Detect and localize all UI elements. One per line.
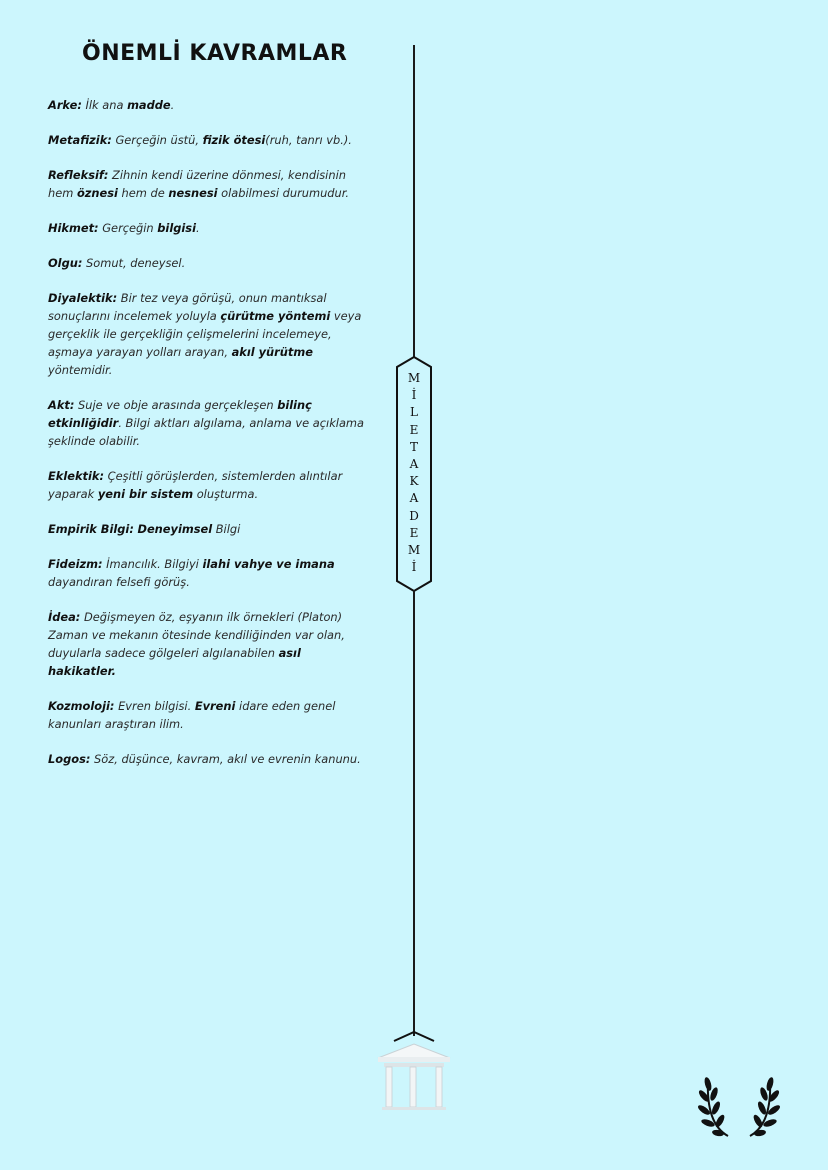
concept-entry <box>48 520 366 538</box>
vertical-letter: E <box>409 525 419 540</box>
concept-term: Arke: <box>48 98 82 112</box>
concept-entry <box>48 289 366 379</box>
concept-term: Olgu: <box>48 256 83 270</box>
concept-definition: Bir tez veya görüşü, onun mantıksal sonuçlarını incelemek yoluyla çürütme yöntemi veya gerçeklik ile gerçekliğin çelişmelerini incelemeye, aşmaya yarayan yolları arayan, akıl yürütme yöntemidir. <box>48 291 362 377</box>
laurel-wreath-icon <box>698 1074 780 1144</box>
concept-definition: Değişmeyen öz, eşyanın ilk örnekleri (Platon) Zaman ve mekanın ötesinde kendiliğinden var olan, duyularla sadece gölgeleri algılanabilen asıl hakikatler. <box>48 610 345 678</box>
concept-definition: Suje ve obje arasında gerçekleşen bilinç etkinliğidir. Bilgi aktları algılama, anlama ve açıklama şeklinde olabilir. <box>48 398 365 448</box>
concept-term: Refleksif: <box>48 168 109 182</box>
vertical-letter: M <box>407 543 421 558</box>
concept-definition: Gerçeğin üstü, fizik ötesi(ruh, tanrı vb.). <box>115 133 352 147</box>
concept-definition: Zihnin kendi üzerine dönmesi, kendisinin hem öznesi hem de nesnesi olabilmesi durumudur. <box>48 168 350 200</box>
concept-term: Akt: <box>48 398 75 412</box>
vertical-letter: E <box>409 422 419 437</box>
concept-entry <box>48 608 366 680</box>
concept-definition: Somut, deneysel. <box>86 256 186 270</box>
vertical-letter: K <box>409 474 419 489</box>
concept-entry <box>48 555 366 591</box>
concept-entry <box>48 96 366 114</box>
concept-definition: Evren bilgisi. Evreni idare eden genel kanunları araştıran ilim. <box>48 699 336 731</box>
vertical-letter: A <box>409 491 419 506</box>
concept-entry <box>48 396 366 450</box>
concept-term: Eklektik: <box>48 469 105 483</box>
vertical-letter: M <box>407 371 421 385</box>
concept-term: Kozmoloji: <box>48 699 115 713</box>
concept-definition: Deneyimsel Bilgi <box>137 522 241 536</box>
vertical-letter: A <box>409 457 419 472</box>
concept-term: Fideizm: <box>48 557 103 571</box>
concept-entry <box>48 219 366 237</box>
temple-icon <box>372 1030 456 1116</box>
concept-entry <box>48 467 366 503</box>
concept-definition: Söz, düşünce, kavram, akıl ve evrenin kanunu. <box>94 752 361 766</box>
concept-term: İdea: <box>48 610 81 624</box>
concept-definition: Gerçeğin bilgisi. <box>102 221 200 235</box>
concept-definition: İmancılık. Bilgiyi ilahi vahye ve imana dayandıran felsefi görüş. <box>48 557 335 589</box>
brand-vertical-label <box>396 356 432 592</box>
vertical-letter: D <box>409 508 419 523</box>
vertical-letter: İ <box>411 560 417 575</box>
concept-definition: Çeşitli görüşlerden, sistemlerden alıntılar yaparak yeni bir sistem oluşturma. <box>48 469 343 501</box>
concept-term: Empirik Bilgi: <box>48 522 134 536</box>
concept-entry <box>48 166 366 202</box>
vertical-divider-bottom <box>413 590 415 1036</box>
concept-entry <box>48 697 366 733</box>
concept-term: Hikmet: <box>48 221 99 235</box>
concept-definition: İlk ana madde. <box>85 98 175 112</box>
vertical-letter: İ <box>411 388 417 403</box>
concept-term: Metafizik: <box>48 133 112 147</box>
concept-term: Diyalektik: <box>48 291 118 305</box>
vertical-letter: L <box>410 405 418 420</box>
vertical-letter: T <box>409 439 418 454</box>
vertical-divider-top <box>413 45 415 358</box>
concept-entry <box>48 254 366 272</box>
concept-list <box>48 96 366 785</box>
concept-entry <box>48 131 366 149</box>
concept-term: Logos: <box>48 752 91 766</box>
concept-entry <box>48 750 366 768</box>
page-title: ÖNEMLİ KAVRAMLAR <box>82 41 348 66</box>
